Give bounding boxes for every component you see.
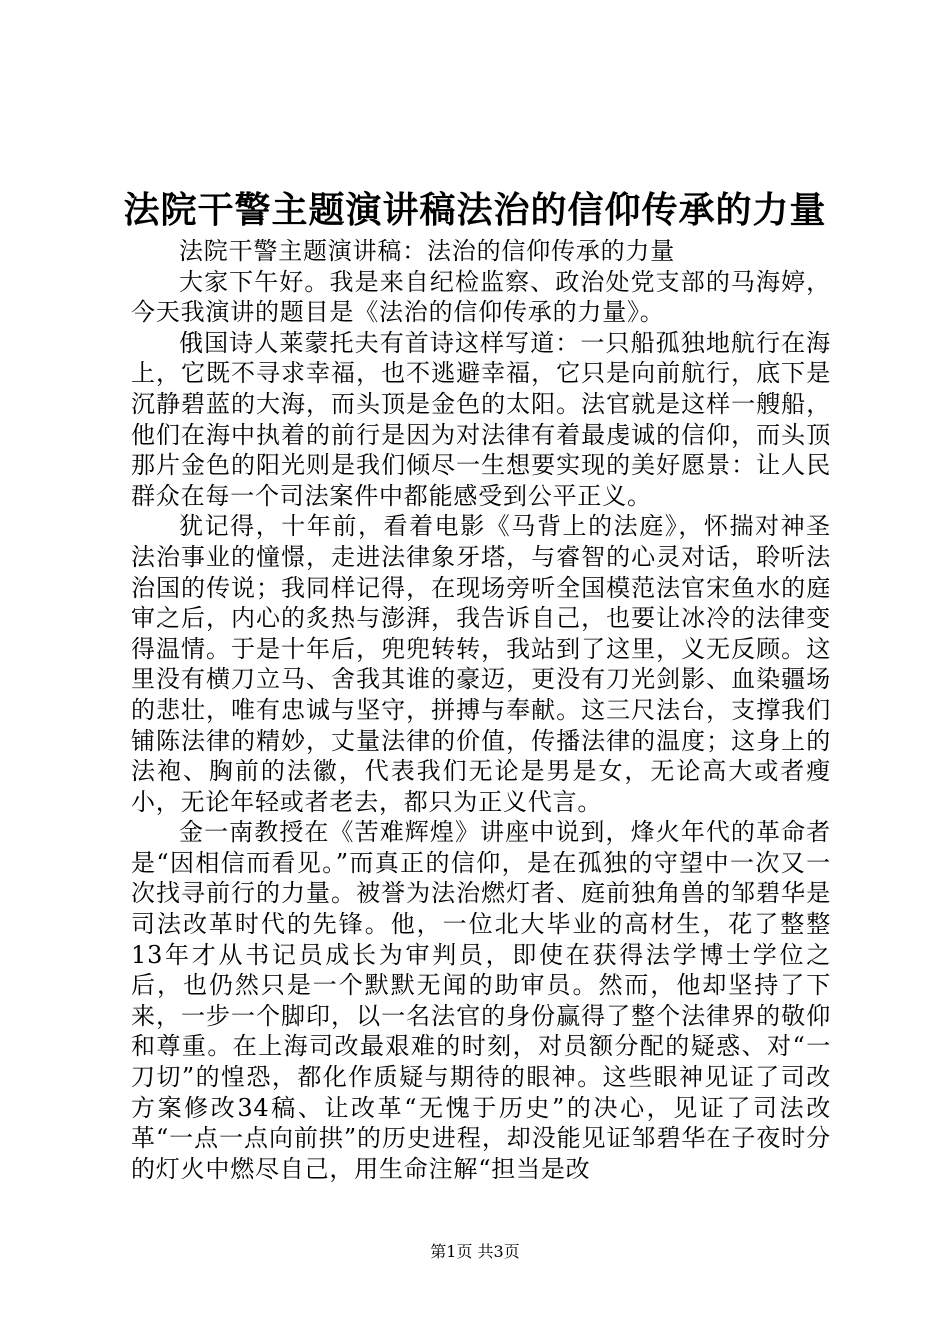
paragraph-subtitle: 法院干警主题演讲稿：法治的信仰传承的力量 [179,237,675,265]
paragraph-greeting: 大家下午好。我是来自纪检监察、政治处党支部的马海婷，今天我演讲的题目是《法治的信仰传承的力量》。 [131,267,831,327]
paragraph-poem: 俄国诗人莱蒙托夫有首诗这样写道：一只船孤独地航行在海上，它既不寻求幸福，也不逃避幸福，它只是向前航行，底下是沉静碧蓝的大海，而头顶是金色的太阳。法官就是这样一艘船，他们在海中执着的前行是因为对法律有着最虔诚的信仰，而头顶那片金色的阳光则是我们倾尽一生想要实现的美好愿景：让人民群众在每一个司法案件中都能感受到公平正义。 [131,328,831,510]
paragraph-faith: 金一南教授在《苦难辉煌》讲座中说到，烽火年代的革命者是“因相信而看见。”而真正的信仰，是在孤独的守望中一次又一次找寻前行的力量。被誉为法治燃灯者、庭前独角兽的邹碧华是司法改革时代的先锋。他，一位北大毕业的高材生，花了整整13年才从书记员成长为审判员，即使在获得法学博士学位之后，也仍然只是一个默默无闻的助审员。然而，他却坚持了下来，一步一个脚印，以一名法官的身份赢得了整个法律界的敬仰和尊重。在上海司改最艰难的时刻，对员额分配的疑惑、对“一刀切”的惶恐，都化作质疑与期待的眼神。这些眼神见证了司改方案修改34稿、让改革“无愧于历史”的决心，见证了司法改革“一点一点向前拱”的历史进程，却没能见证邹碧华在子夜时分的灯火中燃尽自己，用生命注解“担当是改 [131,818,831,1183]
page-number: 第1页 共3页 [430,1242,520,1261]
paragraph-memory: 犹记得，十年前，看着电影《马背上的法庭》，怀揣对神圣法治事业的憧憬，走进法律象牙塔，与睿智的心灵对话，聆听法治国的传说；我同样记得，在现场旁听全国模范法官宋鱼水的庭审之后，内心的炙热与澎湃，我告诉自己，也要让冰冷的法律变得温情。于是十年后，兜兜转转，我站到了这里，义无反顾。这里没有横刀立马、舍我其谁的豪迈，更没有刀光剑影、血染疆场的悲壮，唯有忠诚与坚守，拼搏与奉献。这三尺法台，支撑我们铺陈法律的精妙，丈量法律的价值，传播法律的温度；这身上的法袍、胸前的法徽，代表我们无论是男是女，无论高大或者瘦小，无论年轻或者老去，都只为正义代言。 [131,512,831,816]
document-body [131,236,831,1184]
document-title: 法院干警主题演讲稿法治的信仰传承的力量 [123,189,827,231]
